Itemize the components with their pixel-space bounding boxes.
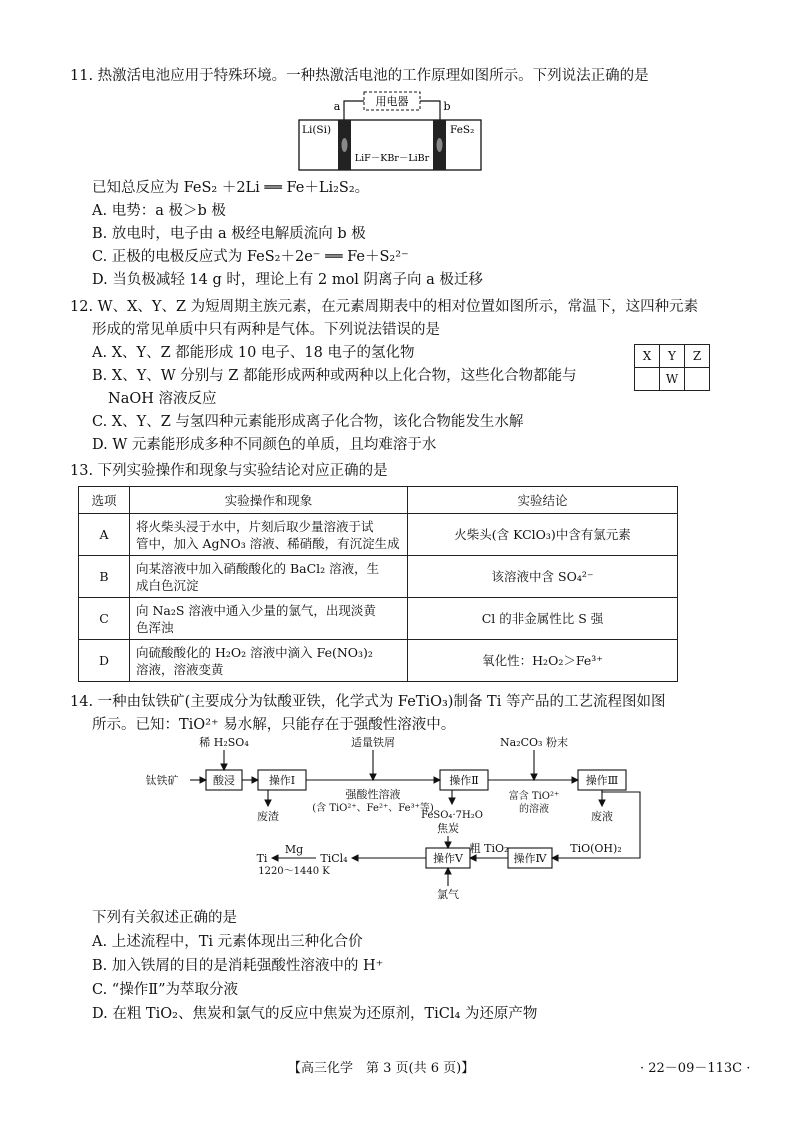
q11-electrolyte: LiF－KBr－LiBr (354, 153, 430, 164)
flow-coke: 焦炭 (437, 822, 459, 835)
row-option: D (79, 640, 130, 682)
q14-stem-1: 14. 一种由钛铁矿(主要成分为钛酸亚铁，化学式为 FeTiO₃)制备 Ti 等产品的工艺流程图如图 (70, 694, 666, 710)
q12-option-b: B. X、Y、W 分别与 Z 都能形成两种或两种以上化合物，这些化合物都能与 (92, 368, 577, 384)
table-row (79, 514, 678, 556)
grid-cell-empty (635, 368, 660, 391)
flow-op4: 操作Ⅳ (513, 852, 547, 865)
row-operation: 将火柴头浸于水中，片刻后取少量溶液于试 管中，加入 AgNO₃ 溶液、稀硝酸，有沉淀生成 (130, 514, 408, 556)
q11-option-c: C. 正极的电极反应式为 FeS₂＋2e⁻ ══ Fe＋S₂²⁻ (92, 249, 409, 265)
flow-cl2: 氯气 (437, 888, 459, 901)
table-header-operation: 实验操作和现象 (130, 487, 408, 514)
flow-feso4: FeSO₄·7H₂O (421, 810, 483, 821)
row-conclusion: Cl 的非金属性比 S 强 (408, 598, 678, 640)
flow-waste: 废液 (591, 810, 613, 823)
row-conclusion: 该溶液中含 SO₄²⁻ (408, 556, 678, 598)
flow-tioh: TiO(OH)₂ (570, 842, 622, 855)
q14-option-d: D. 在粗 TiO₂、焦炭和氯气的反应中焦炭为还原剂，TiCl₄ 为还原产物 (92, 1006, 538, 1022)
q12-stem-2: 形成的常见单质中只有两种是气体。下列说法错误的是 (92, 322, 440, 338)
q11-battery-diagram (296, 88, 486, 176)
document-code: · 22－09－113C · (640, 1061, 751, 1076)
q11-label-a: a (333, 100, 341, 113)
q12-periodic-grid (634, 344, 710, 391)
q13-stem: 13. 下列实验操作和现象与实验结论对应正确的是 (70, 463, 388, 479)
q11-stem: 11. 热激活电池应用于特殊环境。一种热激活电池的工作原理如图所示。下列说法正确的是 (70, 68, 649, 84)
flow-residue: 废渣 (257, 810, 279, 823)
row-option: B (79, 556, 130, 598)
page-footer: 【高三化学 第 3 页(共 6 页)】 (288, 1061, 475, 1076)
flow-sol1: 强酸性溶液 (345, 788, 401, 801)
flow-temp: 1220～1440 K (258, 866, 330, 877)
row-option: A (79, 514, 130, 556)
q11-given: 已知总反应为 FeS₂ ＋2Li ══ Fe＋Li₂S₂。 (92, 180, 370, 196)
flow-ticl4: TiCl₄ (320, 852, 348, 865)
row-operation: 向某溶液中加入硝酸酸化的 BaCl₂ 溶液，生 成白色沉淀 (130, 556, 408, 598)
row-conclusion: 氧化性：H₂O₂＞Fe³⁺ (408, 640, 678, 682)
flow-op3: 操作Ⅲ (585, 774, 619, 787)
q11-right-material: FeS₂ (450, 124, 475, 136)
flow-sol1b: (含 TiO²⁺、Fe²⁺、Fe³⁺等) (312, 803, 434, 814)
flow-op5: 操作Ⅴ (433, 852, 463, 865)
q14-option-b: B. 加入铁屑的目的是消耗强酸性溶液中的 H⁺ (92, 958, 384, 974)
flow-leach: 酸浸 (213, 774, 235, 787)
q14-prompt: 下列有关叙述正确的是 (92, 910, 237, 926)
q12-option-c: C. X、Y、Z 与氢四种元素能形成离子化合物，该化合物能发生水解 (92, 414, 524, 430)
grid-cell-y: Y (660, 345, 685, 368)
grid-cell-w: W (660, 368, 685, 391)
grid-cell-x: X (635, 345, 660, 368)
q11-label-b: b (443, 100, 451, 113)
q11-left-material: Li(Si) (302, 124, 332, 136)
q14-process-flow (140, 736, 660, 906)
q13-experiment-table (78, 486, 678, 682)
grid-cell-empty (685, 368, 710, 391)
q14-option-c: C. “操作Ⅱ”为萃取分液 (92, 982, 238, 998)
q12-option-b-cont: NaOH 溶液反应 (108, 391, 217, 407)
table-header-conclusion: 实验结论 (408, 487, 678, 514)
flow-acid: 稀 H₂SO₄ (199, 736, 249, 749)
row-operation: 向 Na₂S 溶液中通入少量的氯气，出现淡黄 色浑浊 (130, 598, 408, 640)
row-option: C (79, 598, 130, 640)
flow-op2: 操作Ⅱ (449, 774, 479, 787)
flow-mg: Mg (284, 843, 304, 856)
q11-load-label: 用电器 (375, 95, 409, 108)
row-operation: 向硫酸酸化的 H₂O₂ 溶液中滴入 Fe(NO₃)₂ 溶液，溶液变黄 (130, 640, 408, 682)
q14-stem-2: 所示。已知：TiO²⁺ 易水解，只能存在于强酸性溶液中。 (92, 717, 456, 733)
flow-crude: 粗 TiO₂ (469, 842, 509, 855)
table-header-option: 选项 (79, 487, 130, 514)
row-conclusion: 火柴头(含 KClO₃)中含有氯元素 (408, 514, 678, 556)
table-row (79, 556, 678, 598)
table-row (79, 640, 678, 682)
q11-option-a: A. 电势：a 极＞b 极 (92, 203, 226, 219)
flow-na2co3: Na₂CO₃ 粉末 (500, 736, 568, 749)
q11-option-b: B. 放电时，电子由 a 极经电解质流向 b 极 (92, 226, 366, 242)
q14-option-a: A. 上述流程中，Ti 元素体现出三种化合价 (92, 934, 363, 950)
q12-option-a: A. X、Y、Z 都能形成 10 电子、18 电子的氢化物 (92, 345, 415, 361)
q11-option-d: D. 当负极减轻 14 g 时，理论上有 2 mol 阴离子向 a 极迁移 (92, 272, 483, 288)
q12-stem-1: 12. W、X、Y、Z 为短周期主族元素，在元素周期表中的相对位置如图所示，常温下，这四种元素 (70, 299, 699, 315)
flow-rich2: 的溶液 (519, 804, 549, 815)
table-row (79, 598, 678, 640)
flow-iron: 适量铁屑 (351, 736, 395, 749)
flow-op1: 操作Ⅰ (268, 774, 296, 787)
flow-rich1: 富含 TiO²⁺ (508, 791, 560, 802)
q12-option-d: D. W 元素能形成多种不同颜色的单质，且均难溶于水 (92, 437, 437, 453)
grid-cell-z: Z (685, 345, 710, 368)
flow-ore: 钛铁矿 (145, 774, 179, 787)
flow-ti: Ti (256, 852, 268, 865)
